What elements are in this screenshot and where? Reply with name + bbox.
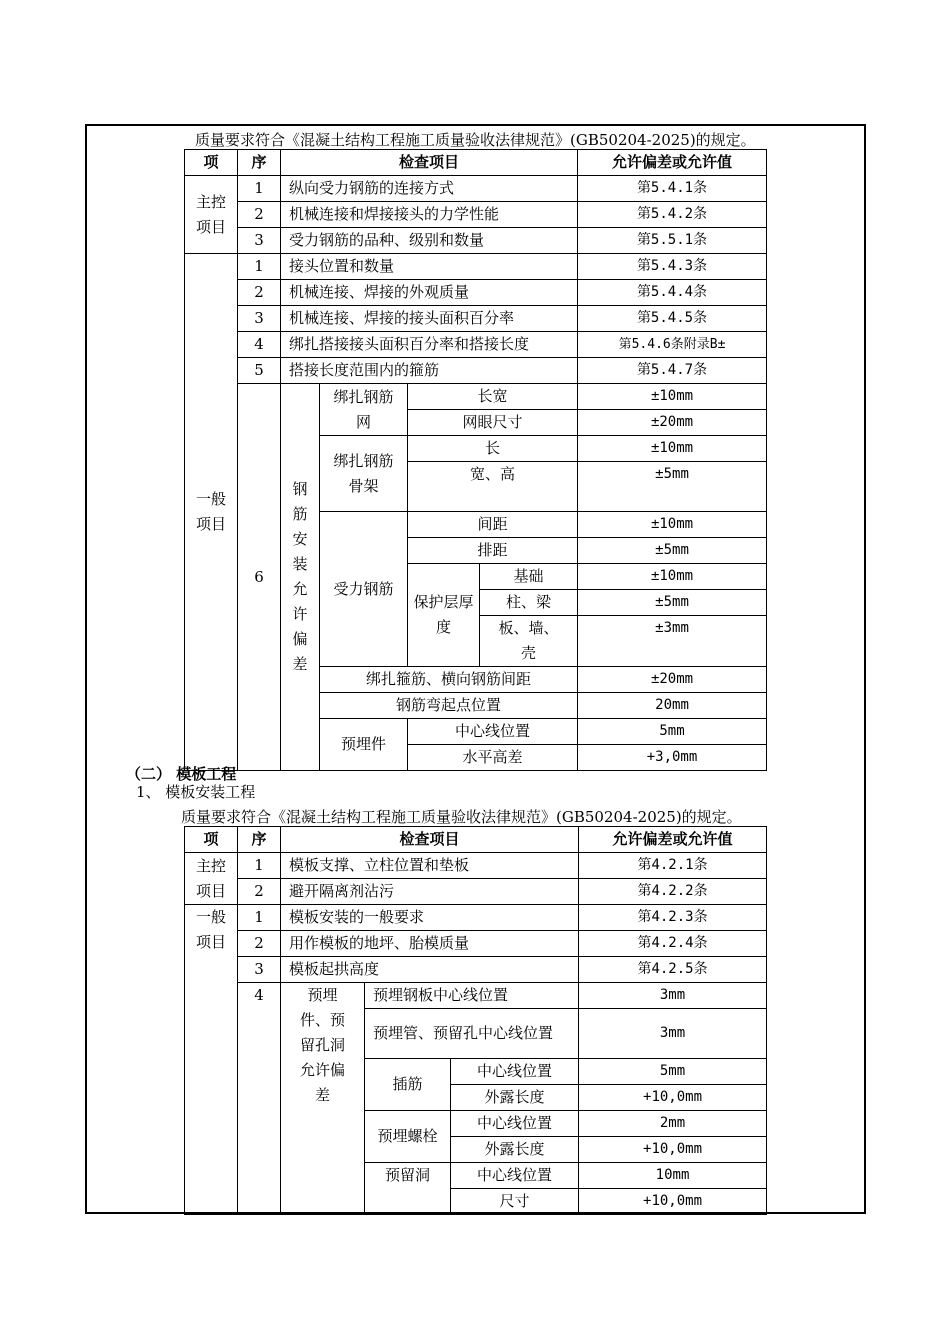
- embed-label: 预埋件: [320, 719, 408, 771]
- row-no: 4: [238, 332, 281, 358]
- header-no: 序: [238, 827, 281, 853]
- row-no: 2: [238, 931, 281, 957]
- row-value: 第4.2.2条: [579, 879, 767, 905]
- section1-note: 质量要求符合《混凝土结构工程施工质量验收法律规范》(GB50204-2025)的规定。: [195, 131, 756, 149]
- row-value: 第5.4.1条: [578, 176, 767, 202]
- main-bar-label: 受力钢筋: [320, 512, 408, 667]
- row-value: 第4.2.1条: [579, 853, 767, 879]
- dowel-label: 插筋: [365, 1059, 451, 1111]
- row-no: 1: [238, 176, 281, 202]
- row-value: 第4.2.4条: [579, 931, 767, 957]
- row-no: 3: [238, 228, 281, 254]
- mesh-label: 绑扎钢筋网: [320, 384, 408, 436]
- bolt-center: 中心线位置: [451, 1111, 579, 1137]
- mesh-size-val: ±20mm: [578, 410, 767, 436]
- header-value: 允许偏差或允许值: [579, 827, 767, 853]
- level-val: +3,0mm: [578, 745, 767, 771]
- level: 水平高差: [408, 745, 578, 771]
- row-item: 纵向受力钢筋的连接方式: [281, 176, 578, 202]
- pipe-val: 3mm: [579, 1009, 767, 1059]
- row-item: 绑扎搭接接头面积百分率和搭接长度: [281, 332, 578, 358]
- bend-val: 20mm: [578, 693, 767, 719]
- stirrup: 绑扎箍筋、横向钢筋间距: [320, 667, 578, 693]
- row-value: 第4.2.3条: [579, 905, 767, 931]
- cage-wh-val: ±5mm: [578, 462, 767, 512]
- row-item: 模板支撑、立柱位置和垫板: [281, 853, 579, 879]
- mesh-size: 网眼尺寸: [408, 410, 578, 436]
- mesh-len-val: ±10mm: [578, 384, 767, 410]
- slab-val: ±3mm: [578, 616, 767, 667]
- row-value: 第5.4.3条: [578, 254, 767, 280]
- row-no: 3: [238, 957, 281, 983]
- spacing-val: ±10mm: [578, 512, 767, 538]
- plate: 预埋钢板中心线位置: [365, 983, 579, 1009]
- bolt-label: 预埋螺栓: [365, 1111, 451, 1163]
- general-group-label: 一般项目: [185, 254, 238, 771]
- row-item: 机械连接、焊接的接头面积百分率: [281, 306, 578, 332]
- dowel-exp: 外露长度: [451, 1085, 579, 1111]
- row-value: 第5.4.4条: [578, 280, 767, 306]
- col-val: ±5mm: [578, 590, 767, 616]
- cover-label: 保护层厚度: [408, 564, 480, 667]
- hole-center-val: 10mm: [579, 1163, 767, 1189]
- found: 基础: [480, 564, 578, 590]
- mesh-len: 长宽: [408, 384, 578, 410]
- row-item: 搭接长度范围内的箍筋: [281, 358, 578, 384]
- spacing: 间距: [408, 512, 578, 538]
- row-no: 2: [238, 202, 281, 228]
- row-value: 第5.4.2条: [578, 202, 767, 228]
- formwork-table: [184, 826, 767, 1215]
- bolt-center-val: 2mm: [579, 1111, 767, 1137]
- plate-val: 3mm: [579, 983, 767, 1009]
- main-group-label: 主控项目: [185, 853, 238, 905]
- row-no: 5: [238, 358, 281, 384]
- slab: 板、墙、壳: [480, 616, 578, 667]
- row6-label: 钢筋安装允许偏差: [281, 384, 320, 771]
- hole-label: 预留洞: [365, 1163, 451, 1215]
- row-value: 第4.2.5条: [579, 957, 767, 983]
- general-group-label: 一般项目: [185, 905, 238, 1215]
- found-val: ±10mm: [578, 564, 767, 590]
- col: 柱、梁: [480, 590, 578, 616]
- row-value: 第5.4.5条: [578, 306, 767, 332]
- cage-label: 绑扎钢筋骨架: [320, 436, 408, 512]
- row4-label: 预埋件、预留孔洞允许偏差: [281, 983, 365, 1215]
- header-check: 检查项目: [281, 827, 579, 853]
- row-item: 机械连接、焊接的外观质量: [281, 280, 578, 306]
- header-value: 允许偏差或允许值: [578, 150, 767, 176]
- row-no: 2: [238, 879, 281, 905]
- row-no: 4: [238, 983, 281, 1215]
- row-item: 接头位置和数量: [281, 254, 578, 280]
- hole-center: 中心线位置: [451, 1163, 579, 1189]
- row-value: 第5.5.1条: [578, 228, 767, 254]
- row-value: 第5.4.6条附录B±: [578, 332, 767, 358]
- rebar-table: [184, 149, 767, 771]
- row-item: 用作模板的地坪、胎模质量: [281, 931, 579, 957]
- row-item: 避开隔离剂沾污: [281, 879, 579, 905]
- row-item: 模板起拱高度: [281, 957, 579, 983]
- section2-note: 质量要求符合《混凝土结构工程施工质量验收法律规范》(GB50204-2025)的规定。: [181, 808, 742, 826]
- section2-sub: 1、 模板安装工程: [136, 783, 256, 801]
- header-no: 序: [238, 150, 281, 176]
- header-check: 检查项目: [281, 150, 578, 176]
- center: 中心线位置: [408, 719, 578, 745]
- header-item: 项: [185, 150, 238, 176]
- row-item: 受力钢筋的品种、级别和数量: [281, 228, 578, 254]
- row-spacing-val: ±5mm: [578, 538, 767, 564]
- bolt-exp: 外露长度: [451, 1137, 579, 1163]
- stirrup-val: ±20mm: [578, 667, 767, 693]
- row-no: 6: [238, 384, 281, 771]
- pipe: 预埋管、预留孔中心线位置: [365, 1009, 579, 1059]
- cage-len: 长: [408, 436, 578, 462]
- row-no: 1: [238, 905, 281, 931]
- dowel-center-val: 5mm: [579, 1059, 767, 1085]
- row-item: 机械连接和焊接接头的力学性能: [281, 202, 578, 228]
- row-no: 1: [238, 853, 281, 879]
- center-val: 5mm: [578, 719, 767, 745]
- cage-wh: 宽、高: [408, 462, 578, 512]
- dowel-center: 中心线位置: [451, 1059, 579, 1085]
- section2-title: （二） 模板工程: [126, 765, 237, 783]
- row-value: 第5.4.7条: [578, 358, 767, 384]
- dowel-exp-val: +10,0mm: [579, 1085, 767, 1111]
- main-group-label: 主控项目: [185, 176, 238, 254]
- row-no: 3: [238, 306, 281, 332]
- hole-size: 尺寸: [451, 1189, 579, 1215]
- header-item: 项: [185, 827, 238, 853]
- row-spacing: 排距: [408, 538, 578, 564]
- bend: 钢筋弯起点位置: [320, 693, 578, 719]
- row-no: 2: [238, 280, 281, 306]
- row-no: 1: [238, 254, 281, 280]
- row-item: 模板安装的一般要求: [281, 905, 579, 931]
- hole-size-val: +10,0mm: [579, 1189, 767, 1215]
- bolt-exp-val: +10,0mm: [579, 1137, 767, 1163]
- cage-len-val: ±10mm: [578, 436, 767, 462]
